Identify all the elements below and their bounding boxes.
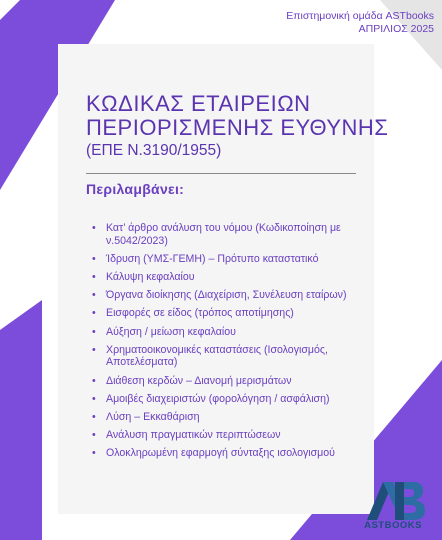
list-item-text: Λύση – Εκκαθάριση xyxy=(106,410,200,423)
bullet-icon: • xyxy=(92,343,96,356)
list-item xyxy=(92,429,392,442)
bullet-icon: • xyxy=(92,447,96,460)
list-item-text: Ανάλυση πραγματικών περιπτώσεων xyxy=(106,429,281,442)
list-item-text: Διάθεση κερδών – Διανομή μερισμάτων xyxy=(106,374,292,387)
bullet-icon: • xyxy=(92,307,96,320)
list-item-text: Κάλυψη κεφαλαίου xyxy=(106,270,195,283)
logo-wordmark: ASTBOOKS xyxy=(364,520,422,531)
list-item xyxy=(92,271,392,284)
list-item xyxy=(92,393,392,406)
title-divider xyxy=(86,173,356,174)
list-item-text: Χρηματοοικονομικές καταστάσεις (Ισολογισμός, Αποτελέσματα) xyxy=(106,343,328,369)
astbooks-logo xyxy=(353,476,433,534)
list-item-text: Ολοκληρωμένη εφαρμογή σύνταξης ισολογισμού xyxy=(106,447,335,460)
contents-list xyxy=(92,222,392,465)
list-item xyxy=(92,375,392,388)
list-item xyxy=(92,253,392,266)
cover-header xyxy=(286,10,434,36)
bullet-icon: • xyxy=(92,222,96,234)
list-item xyxy=(92,222,392,247)
book-title xyxy=(86,92,388,140)
logo-mark-icon xyxy=(353,476,433,522)
bullet-icon: • xyxy=(92,270,96,283)
list-item-text: Όργανα διοίκησης (Διαχείριση, Συνέλευση εταίρων) xyxy=(106,289,347,302)
publisher-label: Επιστημονική ομάδα ASTbooks xyxy=(286,10,434,22)
list-item-text: Εισφορές σε είδος (τρόπος αποτίμησης) xyxy=(106,307,294,320)
list-item xyxy=(92,326,392,339)
list-item xyxy=(92,447,392,460)
book-subtitle: (ΕΠΕ Ν.3190/1955) xyxy=(86,142,222,159)
book-title-line-1: ΚΩΔΙΚΑΣ ΕΤΑΙΡΕΙΩΝ xyxy=(86,91,311,116)
list-item xyxy=(92,289,392,302)
book-title-line-2: ΠΕΡΙΟΡΙΣΜΕΝΗΣ ΕΥΘΥΝΗΣ xyxy=(86,115,389,140)
bullet-icon: • xyxy=(92,252,96,265)
bullet-icon: • xyxy=(92,392,96,405)
list-item-text: Αύξηση / μείωση κεφαλαίου xyxy=(106,325,236,338)
list-item-text: Κατ’ άρθρο ανάλυση του νόμου (Κωδικοποίηση με ν.5042/2023) xyxy=(106,222,341,247)
bullet-icon: • xyxy=(92,289,96,302)
list-item-text: Αμοιβές διαχειριστών (φορολόγηση / ασφάλιση) xyxy=(106,392,330,405)
bullet-icon: • xyxy=(92,325,96,338)
list-item xyxy=(92,307,392,320)
bullet-icon: • xyxy=(92,410,96,423)
publication-date: ΑΠΡΙΛΙΟΣ 2025 xyxy=(358,23,434,35)
bullet-icon: • xyxy=(92,429,96,442)
contents-heading: Περιλαμβάνει: xyxy=(86,181,185,197)
list-item xyxy=(92,411,392,424)
bullet-icon: • xyxy=(92,374,96,387)
list-item xyxy=(92,344,392,369)
list-item-text: Ίδρυση (ΥΜΣ-ΓΕΜΗ) – Πρότυπο καταστατικό xyxy=(106,252,319,265)
